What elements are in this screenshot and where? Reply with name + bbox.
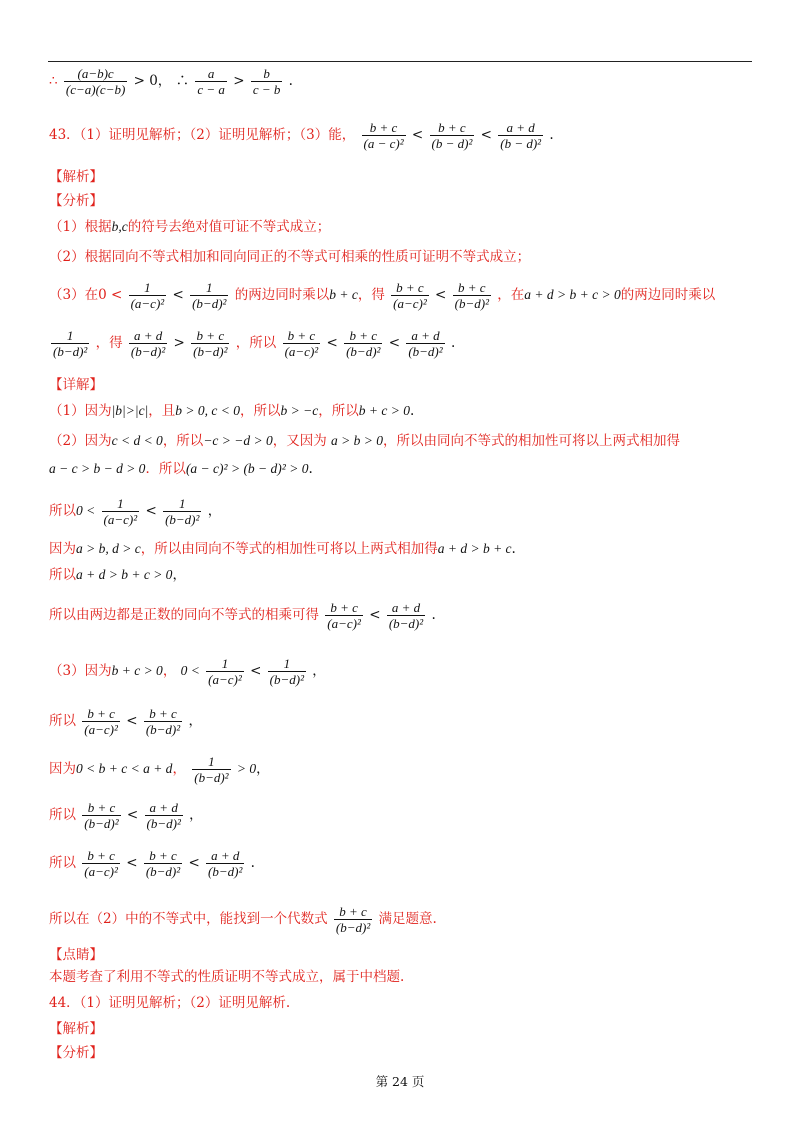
fraction: $\frac{(a-b)c}{(c-a)(c-b)}$ (65, 66, 126, 97)
math: b + c > 0 (111, 663, 163, 678)
math: b > 0, c < 0 (175, 403, 241, 418)
fraction: $\frac{a + d}{\text{(b−d)²}}$ (208, 848, 243, 879)
text: （3）因为 (49, 663, 112, 679)
fraction: $\frac{a + d}{\text{(b−d)²}}$ (388, 600, 424, 631)
text: ，所以 (162, 433, 204, 449)
fraction: $\frac{1}{\text{(b−d)²}}$ (269, 656, 304, 687)
fraction: $\frac{a + d}{\text{(b−d)²}}$ (408, 328, 443, 359)
detail-4 (49, 496, 221, 527)
fraction: $\frac{b + c}{\text{(a−c)²}}$ (84, 848, 118, 879)
text: ，所以 (318, 403, 359, 419)
text: ， (207, 503, 222, 519)
math: b,c (111, 219, 128, 234)
fraction: $\frac{1}{\text{(a−c)²}}$ (130, 280, 165, 311)
text: ，所以由同向不等式的相加性可将以上两式相加得 (383, 433, 681, 449)
text: ．所以 (145, 461, 186, 477)
fraction: $\frac{b + c}{\text{(a−c)²}}$ (327, 600, 361, 631)
math: a − c > b − d > 0 (49, 461, 146, 476)
text: ， (256, 761, 270, 777)
fraction: $\frac{1}{\text{(a−c)²}}$ (103, 496, 138, 527)
text: ， (172, 761, 186, 777)
text: . (308, 461, 313, 477)
section-fenxi-2: 【分析】 (49, 1045, 103, 1061)
fraction: $\frac{b + c}{\text{(a−c)²}}$ (393, 280, 427, 311)
math: b + c > 0 (358, 403, 410, 418)
math: a + d > b + c > 0 (76, 567, 173, 582)
analysis-1 (49, 218, 330, 236)
analysis-3-cont (49, 328, 455, 359)
text: （3）在0 < (49, 287, 123, 303)
text: 所以由两边都是正数的同向不等式的相乘可得 (49, 607, 319, 623)
fraction: $\frac{b + c}{\text{(b−d)²}}$ (454, 280, 489, 311)
text: < (480, 127, 492, 143)
text: < (388, 335, 401, 351)
fraction: $\frac{1}{\text{(a−c)²}}$ (208, 656, 242, 687)
text: . (450, 335, 456, 351)
fraction: $\frac{1}{\text{(b−d)²}}$ (165, 496, 200, 527)
detail-2 (49, 432, 680, 450)
text: ， (189, 807, 203, 823)
text: < (411, 127, 424, 143)
detail-3 (49, 460, 313, 478)
section-jiexi-2: 【解析】 (49, 1021, 103, 1037)
question-44-answer: 44．（1）证明见解析；（2）证明见解析. (49, 995, 291, 1011)
fraction: $\frac{b + c}{\text{(b−d)²}}$ (145, 706, 181, 737)
section-jiexi: 【解析】 (49, 169, 103, 185)
fraction: $\frac{b + c}{\text{(a − c)²}}$ (363, 120, 404, 151)
math: > 0 (236, 761, 257, 776)
fraction: $\frac{b + c}{\text{(b−d)²}}$ (346, 328, 381, 359)
line-therefore (49, 66, 293, 97)
fraction: $\frac{b + c}{\text{(b−d)²}}$ (84, 800, 119, 831)
detail-6 (49, 566, 186, 584)
detail-9 (49, 706, 202, 737)
text: ，所以 (240, 403, 281, 419)
detail-1 (49, 402, 414, 420)
detail-8 (49, 656, 326, 687)
math: b > −c (280, 403, 319, 418)
text: ， (172, 567, 186, 583)
math: a > b, d > c (76, 541, 141, 556)
fraction: $\frac{b + c}{\text{(b−d)²}}$ (145, 848, 181, 879)
text: . (431, 607, 436, 623)
analysis-2: （2）根据同向不等式相加和同向同正的不等式可相乘的性质可证明不等式成立； (49, 249, 531, 265)
fraction: $\frac{a + d}{\text{(b − d)²}}$ (500, 120, 542, 151)
text: 满足题意. (378, 911, 437, 927)
section-xiangjie: 【详解】 (49, 377, 103, 393)
header-rule (48, 61, 752, 62)
fraction: $\frac{b + c}{\text{(b − d)²}}$ (431, 120, 473, 151)
math: −c > −d > 0 (203, 433, 273, 448)
text: > (233, 73, 245, 89)
text: ， (312, 663, 326, 679)
text: ，得 (357, 287, 385, 303)
detail-12 (49, 848, 255, 879)
text: < (435, 287, 447, 303)
math: a + d > b + c (437, 541, 512, 556)
text: （1）根据 (49, 219, 112, 235)
text: < (326, 335, 338, 351)
math: a + d > b + c > 0 (524, 287, 621, 302)
fraction: $\frac{b}{c - b}$ (252, 66, 281, 97)
text: < (250, 663, 262, 679)
fraction: $\frac{b + c}{\text{(b−d)²}}$ (335, 904, 371, 935)
text: < (126, 807, 139, 823)
math: 0 < (180, 663, 200, 678)
question-43-answer (49, 120, 554, 151)
text: 所以在（2）中的不等式中，能找到一个代数式 (49, 911, 328, 927)
text: （1）因为 (49, 403, 112, 419)
text: . (409, 403, 415, 419)
text: 所以 (49, 503, 76, 519)
text: > (173, 335, 185, 351)
detail-7 (49, 600, 436, 631)
text: . (549, 127, 554, 143)
math: |b|>|c| (111, 403, 149, 418)
fraction: $\frac{b + c}{\text{(b−d)²}}$ (193, 328, 228, 359)
text: ，所以 (235, 335, 277, 351)
text: （2）因为 (49, 433, 112, 449)
detail-13 (49, 904, 437, 935)
detail-5 (49, 540, 516, 558)
text: . (288, 73, 293, 89)
fraction: $\frac{1}{\text{(b−d)²}}$ (53, 328, 88, 359)
fraction: $\frac{a + d}{\text{(b−d)²}}$ (146, 800, 181, 831)
text: 所以 (49, 807, 76, 823)
text: 因为 (49, 541, 76, 557)
text: ，且 (148, 403, 176, 419)
text: ，又因为 (272, 433, 332, 449)
text: < (126, 855, 138, 871)
text: 所以 (49, 855, 76, 871)
section-fenxi: 【分析】 (49, 193, 103, 209)
therefore-symbol: ∴ (49, 73, 58, 89)
text: 的两边同时乘以 (234, 287, 330, 303)
fraction: $\frac{b + c}{\text{(a−c)²}}$ (84, 706, 118, 737)
detail-10 (49, 754, 270, 785)
fraction: $\frac{a + d}{\text{(b−d)²}}$ (130, 328, 166, 359)
text: 所以 (49, 567, 76, 583)
text: < (145, 503, 157, 519)
math: c < d < 0 (111, 433, 163, 448)
text: . (250, 855, 255, 871)
text: 因为 (49, 761, 76, 777)
section-dianjing: 【点睛】 (49, 947, 103, 963)
fraction: $\frac{1}{\text{(b−d)²}}$ (192, 280, 227, 311)
text: 所以 (49, 713, 76, 729)
page-number: 第 24 页 (375, 1074, 425, 1089)
dianjing-text: 本题考查了利用不等式的性质证明不等式成立，属于中档题. (49, 969, 405, 985)
analysis-3 (49, 280, 715, 311)
text: < (369, 607, 381, 623)
fraction: $\frac{a}{c - a}$ (197, 66, 225, 97)
fraction: $\frac{b + c}{\text{(a−c)²}}$ (284, 328, 319, 359)
text: < (126, 713, 138, 729)
math: (a − c)² > (b − d)² > 0 (185, 461, 309, 476)
text: . (511, 541, 516, 557)
math: a > b > 0 (331, 433, 384, 448)
text: < (188, 855, 200, 871)
math: 0 < b + c < a + d (76, 761, 173, 776)
math: b + c (329, 287, 358, 302)
text: 43．（1）证明见解析；（2）证明见解析；（3）能， (49, 127, 356, 143)
text: ， (162, 663, 177, 679)
text: 的两边同时乘以 (620, 287, 716, 303)
text: 的符号去绝对值可证不等式成立； (127, 219, 331, 235)
math: 0 < (76, 503, 96, 518)
text: < (172, 287, 184, 303)
text: ，得 (95, 335, 123, 351)
fraction: $\frac{1}{\text{(b−d)²}}$ (194, 754, 229, 785)
text: ，所以由同向不等式的相加性可将以上两式相加得 (140, 541, 438, 557)
text: ，在 (497, 287, 525, 303)
text: > 0， ∴ (133, 73, 190, 89)
detail-11 (49, 800, 203, 831)
text: ， (188, 713, 202, 729)
